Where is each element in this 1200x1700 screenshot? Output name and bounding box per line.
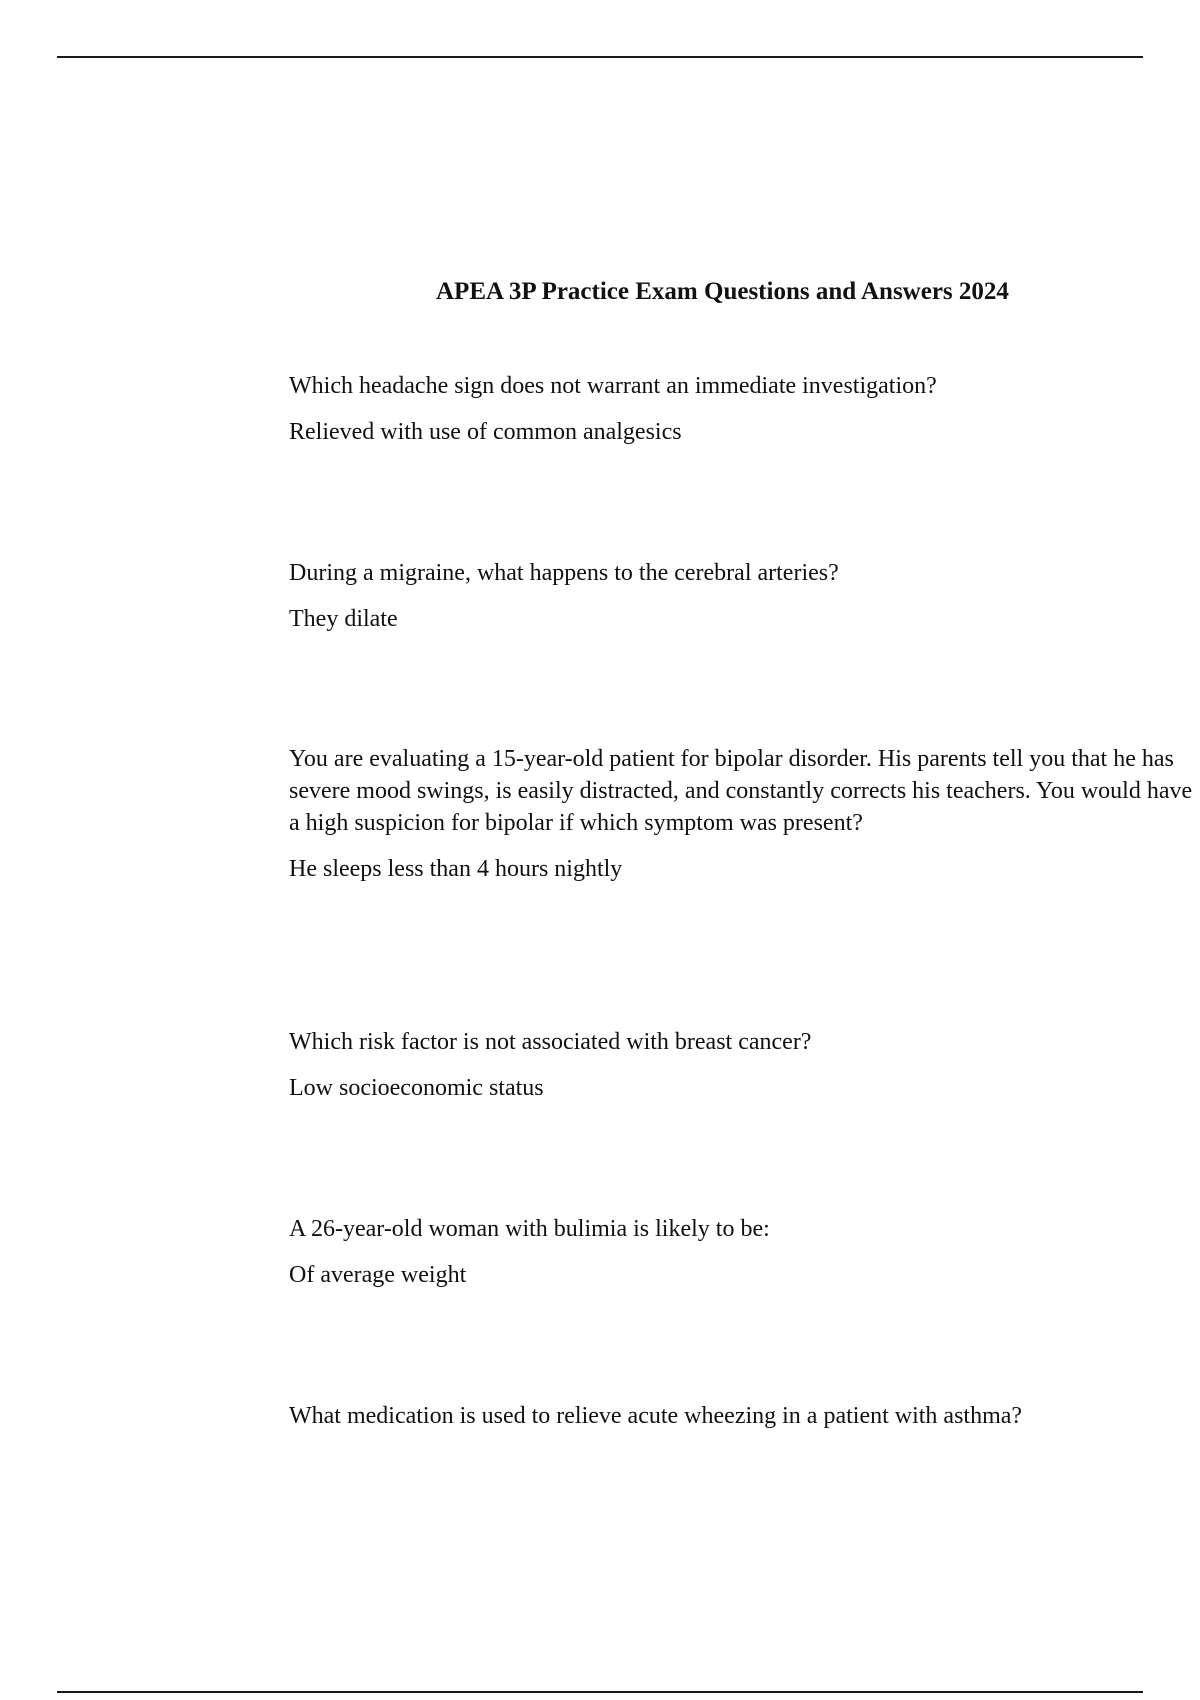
document-title: APEA 3P Practice Exam Questions and Answers 2024: [436, 278, 1009, 305]
bottom-rule: [57, 1691, 1143, 1693]
answer-text: Of average weight: [289, 1262, 467, 1288]
top-rule: [57, 56, 1143, 58]
question-text: Which headache sign does not warrant an immediate investigation?: [289, 373, 937, 399]
answer-text: They dilate: [289, 606, 398, 632]
question-text: You are evaluating a 15-year-old patient for bipolar disorder. His parents tell you that he has severe mood swings, is easily distracted, and constantly corrects his teachers. You would have a high suspicion for bipolar if which symptom was present?: [289, 746, 1193, 836]
qa-item-5: [289, 1213, 1194, 1291]
answer-text: Relieved with use of common analgesics: [289, 419, 682, 445]
question-text: During a migraine, what happens to the cerebral arteries?: [289, 560, 839, 586]
question-text: A 26-year-old woman with bulimia is likely to be:: [289, 1216, 770, 1242]
answer-text: He sleeps less than 4 hours nightly: [289, 856, 623, 882]
qa-item-2: [289, 557, 1194, 635]
qa-item-1: [289, 370, 1194, 448]
answer-text: Low socioeconomic status: [289, 1075, 544, 1101]
question-text: Which risk factor is not associated with breast cancer?: [289, 1029, 812, 1055]
qa-item-3: [289, 743, 1194, 885]
qa-item-6: [289, 1400, 1194, 1432]
qa-item-4: [289, 1026, 1194, 1104]
question-text: What medication is used to relieve acute wheezing in a patient with asthma?: [289, 1403, 1023, 1429]
